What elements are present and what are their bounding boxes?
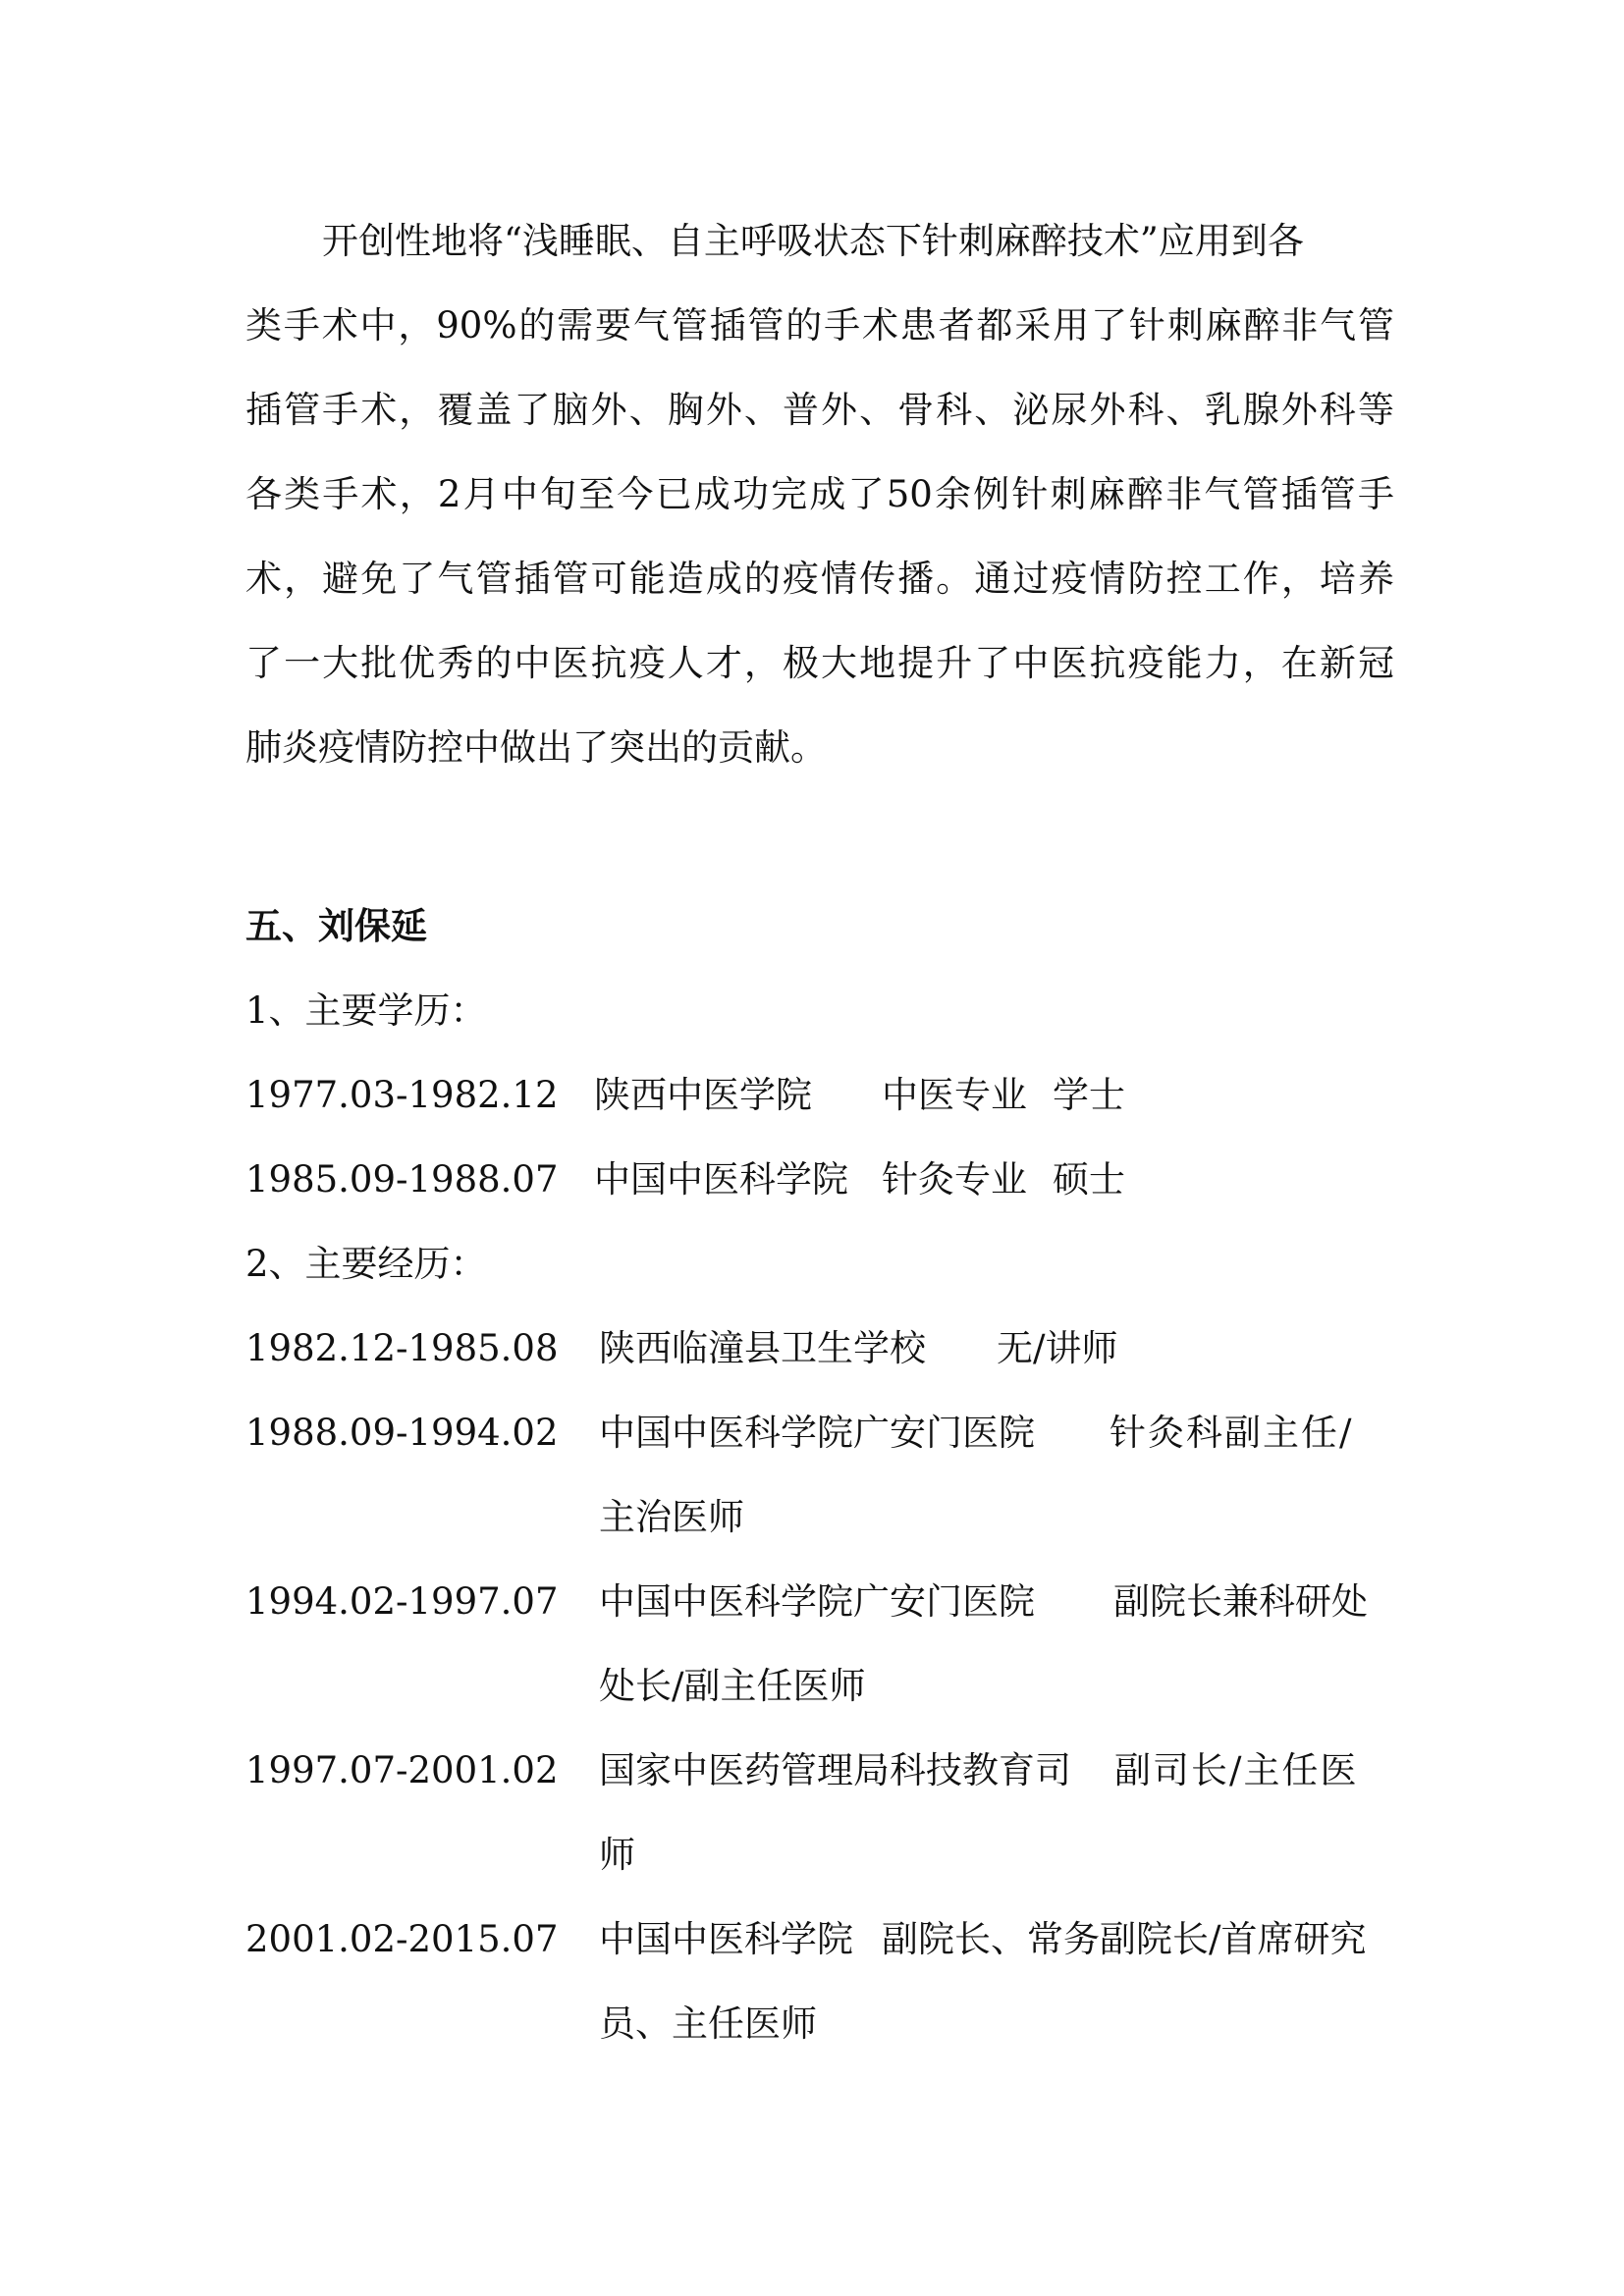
section-title: 五、刘保延 — [245, 905, 427, 947]
experience-row — [245, 1910, 1394, 1969]
experience-date: 2001.02-2015.07 — [245, 1918, 559, 1960]
experience-org: 中国中医科学院广安门医院 — [599, 1412, 1035, 1454]
experience-role-continued: 主治医师 — [599, 1496, 744, 1538]
paragraph-line: 肺炎疫情防控中做出了突出的贡献。 — [245, 726, 827, 769]
experience-date: 1994.02-1997.07 — [245, 1580, 559, 1623]
experience-org: 中国中医科学院 — [599, 1918, 853, 1960]
education-heading: 1、主要学历： — [245, 989, 487, 1032]
experience-row — [245, 1741, 1394, 1800]
paragraph-line: 插管手术，覆盖了脑外、胸外、普外、骨科、泌尿外科、乳腺外科等 — [245, 389, 1394, 431]
experience-role: 副院长、常务副院长/首席研究 — [882, 1918, 1367, 1960]
experience-role-continued: 处长/副主任医师 — [599, 1665, 866, 1707]
experience-date: 1988.09-1994.02 — [245, 1412, 559, 1454]
experience-org: 国家中医药管理局科技教育司 — [599, 1749, 1071, 1791]
paragraph-line: 开创性地将“浅睡眠、自主呼吸状态下针刺麻醉技术”应用到各 — [322, 220, 1304, 262]
experience-role: 针灸科副主任/ — [1110, 1412, 1354, 1454]
education-row — [245, 1066, 1394, 1125]
paragraph-line: 各类手术，2月中旬至今已成功完成了50余例针刺麻醉非气管插管手 — [245, 473, 1394, 515]
education-row — [245, 1150, 1394, 1209]
experience-row — [245, 1319, 1394, 1378]
experience-row — [245, 1404, 1394, 1463]
experience-row — [245, 1573, 1394, 1631]
experience-org: 中国中医科学院广安门医院 — [599, 1580, 1035, 1623]
education-degree: 学士 — [1053, 1074, 1125, 1116]
experience-role-continued: 师 — [599, 1834, 635, 1876]
education-school: 中国中医科学院 — [594, 1158, 848, 1201]
education-date: 1985.09-1988.07 — [245, 1158, 559, 1201]
paragraph-line: 了一大批优秀的中医抗疫人才，极大地提升了中医抗疫能力，在新冠 — [245, 642, 1394, 684]
paragraph-line: 术，避免了气管插管可能造成的疫情传播。通过疫情防控工作，培养 — [245, 558, 1394, 600]
education-school: 陕西中医学院 — [594, 1074, 812, 1116]
experience-role: 无/讲师 — [997, 1327, 1118, 1369]
experience-role-continued: 员、主任医师 — [599, 2002, 817, 2045]
education-major: 针灸专业 — [882, 1158, 1027, 1201]
education-degree: 硕士 — [1053, 1158, 1125, 1201]
education-major: 中医专业 — [882, 1074, 1027, 1116]
experience-heading: 2、主要经历： — [245, 1243, 487, 1285]
experience-date: 1997.07-2001.02 — [245, 1749, 559, 1791]
experience-date: 1982.12-1985.08 — [245, 1327, 559, 1369]
experience-role: 副司长/主任医 — [1114, 1749, 1359, 1791]
education-date: 1977.03-1982.12 — [245, 1074, 559, 1116]
experience-role: 副院长兼科研处 — [1113, 1580, 1368, 1623]
experience-org: 陕西临潼县卫生学校 — [599, 1327, 926, 1369]
paragraph-line: 类手术中，90%的需要气管插管的手术患者都采用了针刺麻醉非气管 — [245, 304, 1394, 347]
